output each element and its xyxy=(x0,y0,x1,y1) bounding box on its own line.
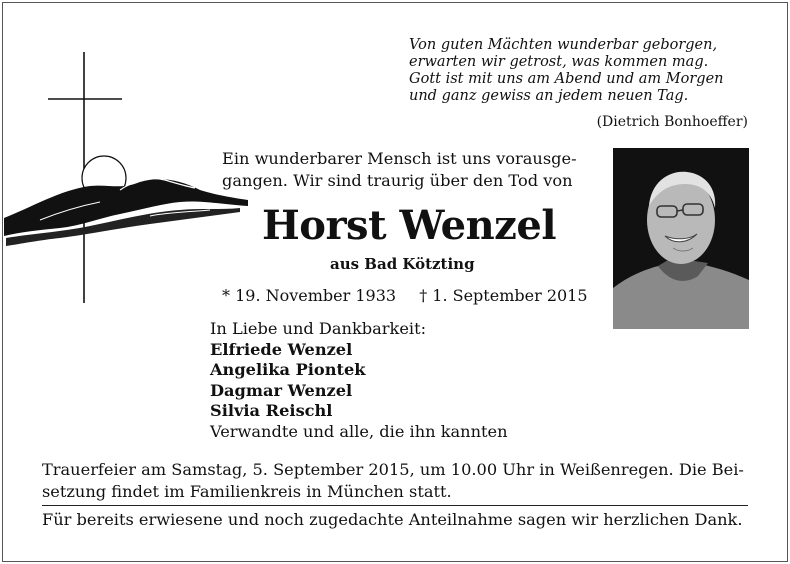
motto-line: und ganz gewiss an jedem neuen Tag. xyxy=(409,88,689,104)
motto-line: erwarten wir getrost, was kommen mag. xyxy=(409,54,709,70)
intro-line: Ein wunderbarer Mensch ist uns vorausge- xyxy=(222,149,577,168)
ceremony-line: Trauerfeier am Samstag, 5. September 2015, um 10.00 Uhr in Weißenregen. Die Bei- xyxy=(42,460,744,479)
thanks-text: Für bereits erwiesene und noch zugedachte Anteilnahme sagen wir herzlichen Dank. xyxy=(42,510,743,529)
motto-author: (Dietrich Bonhoeffer) xyxy=(596,114,748,130)
birth-date: * 19. November 1933 xyxy=(222,286,397,305)
ceremony-line: setzung findet im Familienkreis in München statt. xyxy=(42,482,452,501)
deceased-name: Horst Wenzel xyxy=(262,202,557,249)
family-closing: Verwandte und alle, die ihn kannten xyxy=(210,421,508,441)
ceremony-info xyxy=(42,459,752,503)
deceased-origin: aus Bad Kötzting xyxy=(330,255,475,273)
mourner-name: Dagmar Wenzel xyxy=(210,380,353,400)
motto-line: Von guten Mächten wunderbar geborgen, xyxy=(409,37,718,53)
death-date: † 1. September 2015 xyxy=(419,286,588,305)
portrait-photo xyxy=(613,148,749,329)
motto-line: Gott ist mit uns am Abend und am Morgen xyxy=(409,71,724,87)
mountain-sunset-icon xyxy=(4,156,248,246)
mourner-name: Silvia Reischl xyxy=(210,401,333,420)
life-dates xyxy=(222,286,588,305)
mourner-name: Elfriede Wenzel xyxy=(210,339,353,359)
intro-text xyxy=(222,148,592,192)
intro-line: gangen. Wir sind traurig über den Tod von xyxy=(222,171,573,190)
family-heading: In Liebe und Dankbarkeit: xyxy=(210,319,427,338)
motto-quote xyxy=(409,37,749,105)
cross-sunset-illustration xyxy=(0,40,250,310)
family-block xyxy=(210,319,508,442)
mourner-name: Angelika Piontek xyxy=(210,360,366,379)
divider xyxy=(42,505,748,506)
